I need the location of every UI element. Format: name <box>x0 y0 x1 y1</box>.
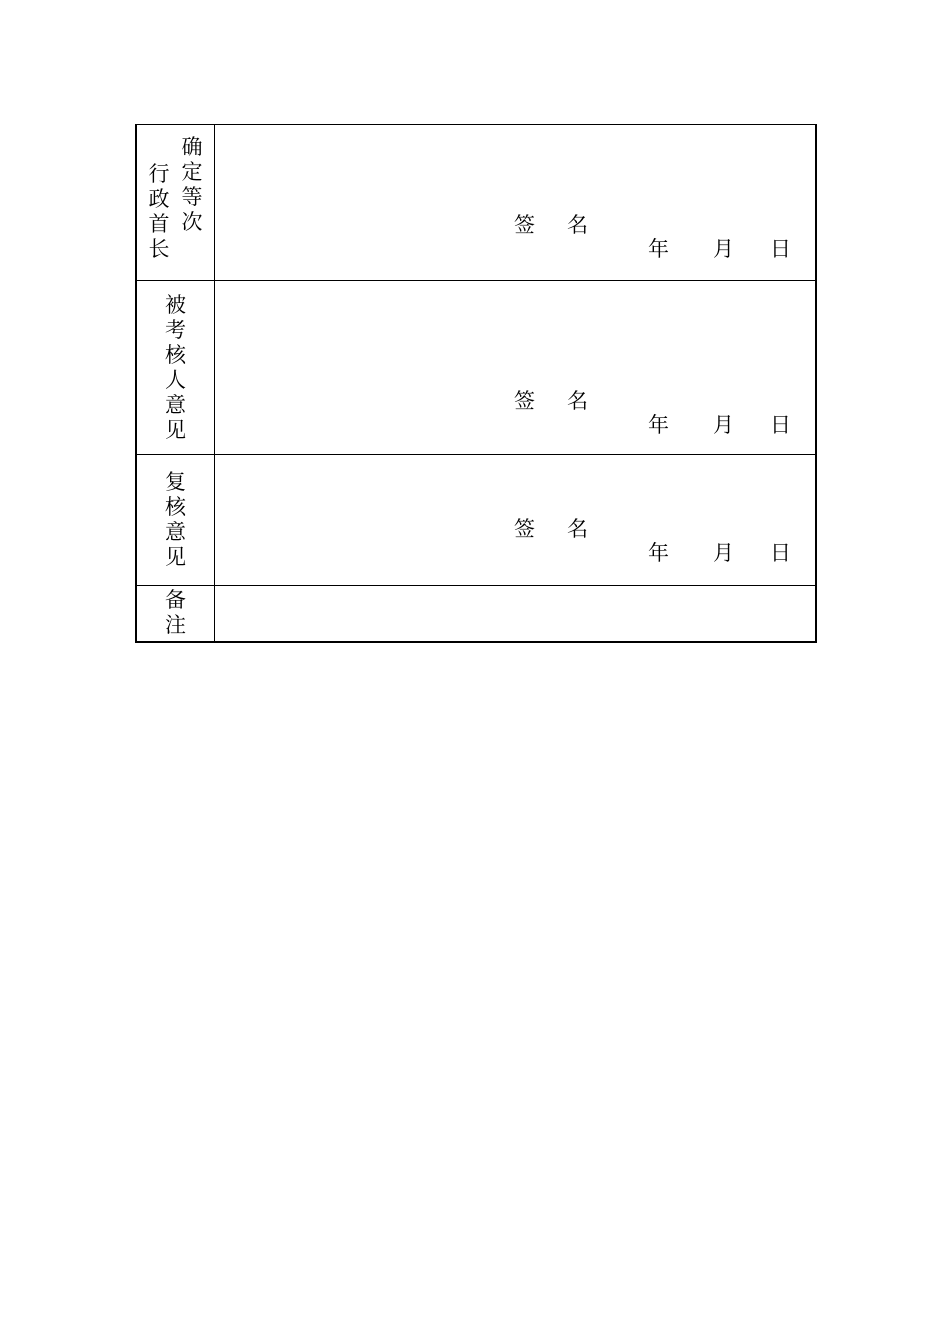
evaluation-form-table <box>135 124 817 643</box>
date-label: 年 月 日 <box>648 237 791 261</box>
examinee-opinion-field[interactable] <box>215 281 817 455</box>
row-remarks <box>136 586 816 642</box>
signature-label: 签 名 <box>514 213 588 237</box>
remarks-field[interactable] <box>215 586 817 642</box>
label-review-opinion <box>136 455 215 586</box>
label-remarks-text: 备 注 <box>165 588 186 638</box>
signature-label: 签 名 <box>514 517 588 541</box>
label-review-opinion-text: 复 核 意 见 <box>165 470 186 569</box>
executive-grading-field[interactable] <box>215 125 817 281</box>
label-remarks <box>136 586 215 642</box>
label-column-1: 行 政 首 长 <box>148 162 170 261</box>
review-opinion-field[interactable] <box>215 455 817 586</box>
row-executive-grading <box>136 125 816 281</box>
row-examinee-opinion <box>136 281 816 455</box>
label-examinee-opinion-text: 被 考 核 人 意 见 <box>165 292 186 442</box>
label-executive-grading-text <box>137 135 214 262</box>
label-column-2: 确 定 等 次 <box>181 135 203 234</box>
date-label: 年 月 日 <box>648 541 791 565</box>
label-executive-grading <box>136 125 215 281</box>
date-label: 年 月 日 <box>648 413 791 437</box>
label-examinee-opinion <box>136 281 215 455</box>
signature-label: 签 名 <box>514 389 588 413</box>
row-review-opinion <box>136 455 816 586</box>
